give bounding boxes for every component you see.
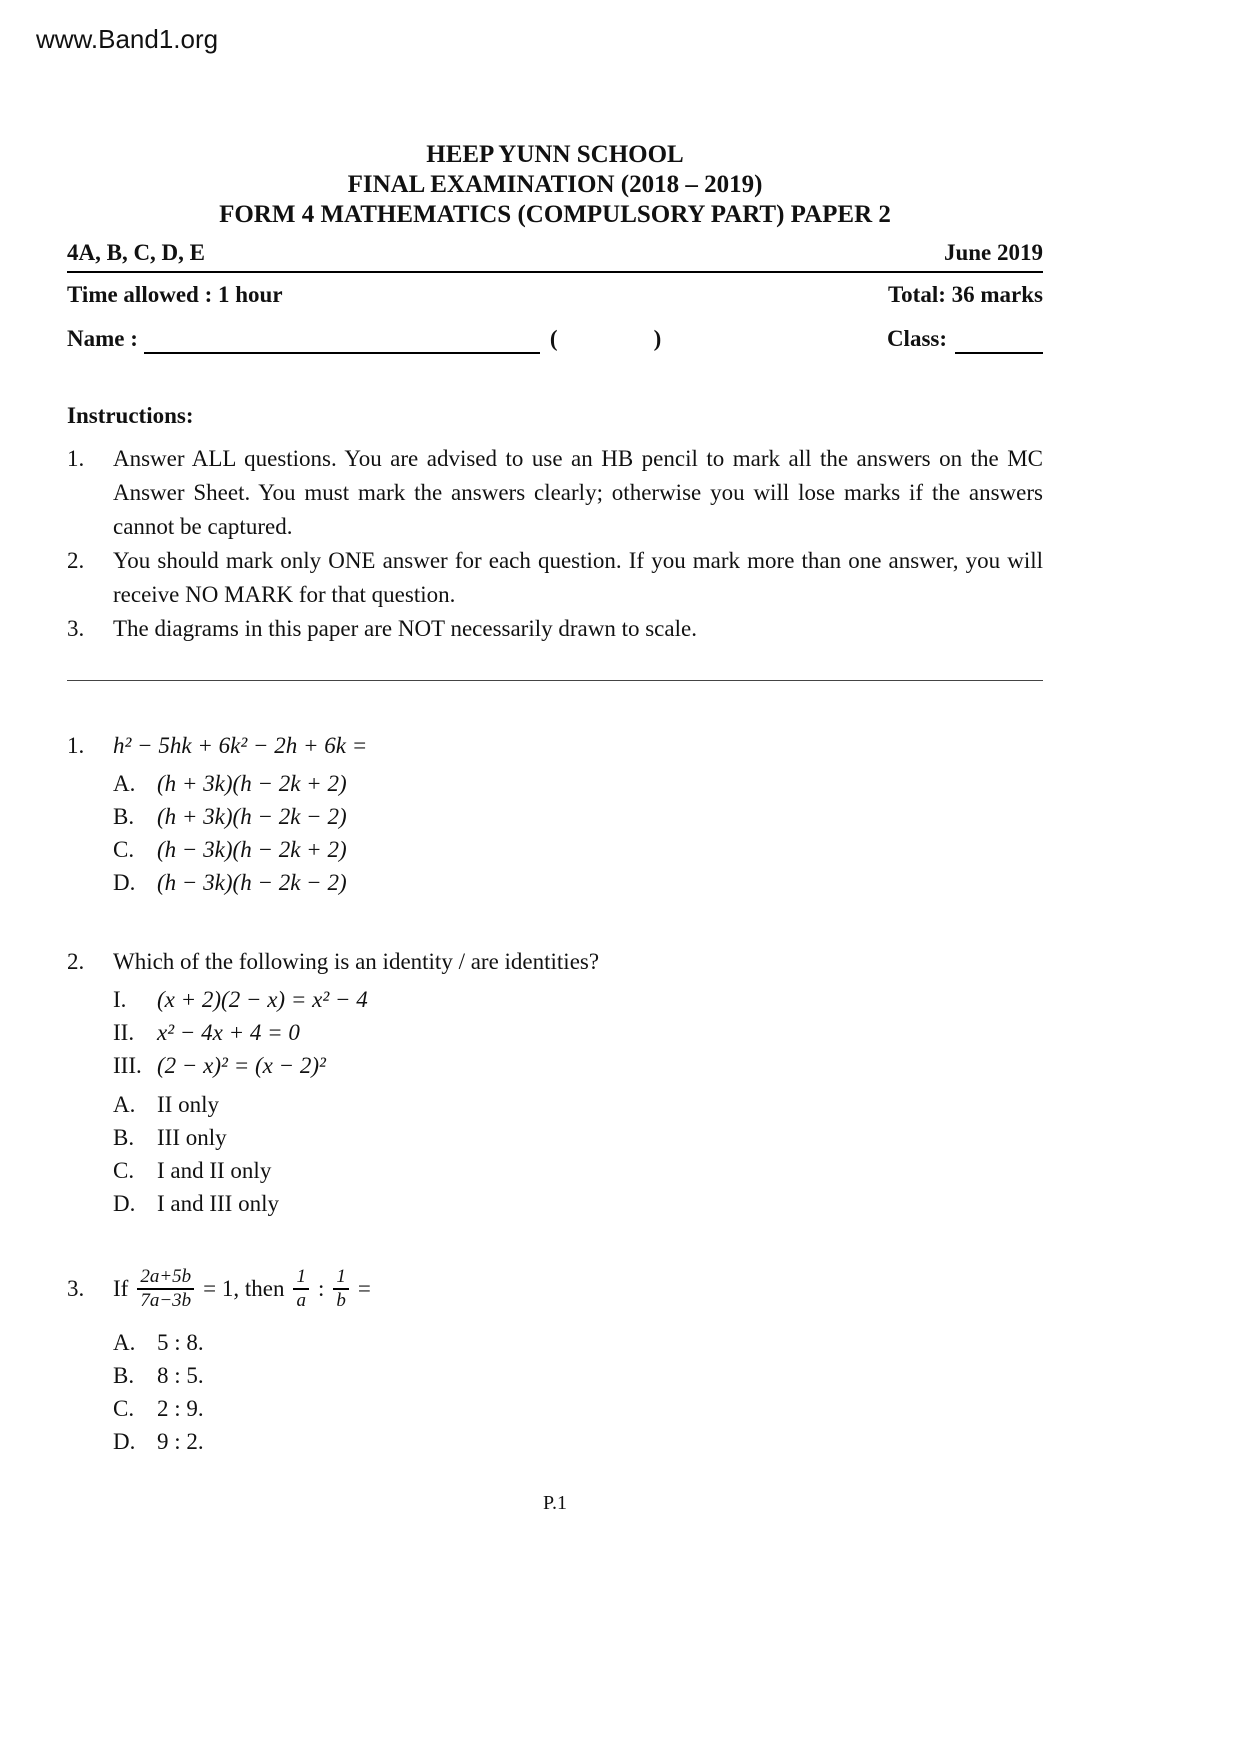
option-text: (h − 3k)(h − 2k + 2) <box>157 837 347 862</box>
option-text: 8 : 5. <box>157 1363 204 1388</box>
statement-text: x² − 4x + 4 = 0 <box>157 1020 300 1045</box>
option-b <box>113 1359 1043 1392</box>
option-text: 5 : 8. <box>157 1330 204 1355</box>
option-letter: C. <box>113 837 135 862</box>
question-stem-row <box>67 729 1043 762</box>
option-letter: D. <box>113 1191 136 1216</box>
statement-1 <box>113 983 1043 1016</box>
option-text: (h + 3k)(h − 2k − 2) <box>157 804 347 829</box>
question-3 <box>67 1266 1043 1458</box>
option-text: III only <box>157 1125 227 1150</box>
option-letter: C. <box>113 1158 135 1183</box>
fraction-denominator: 7a−3b <box>140 1290 192 1311</box>
question-stem: h² − 5hk + 6k² − 2h + 6k = <box>113 733 368 758</box>
option-letter: A. <box>113 1092 136 1117</box>
statement-label: II. <box>113 1020 135 1045</box>
question-number: 1. <box>67 733 85 758</box>
fraction-numerator: 2a+5b <box>137 1266 194 1290</box>
instructions-section <box>67 400 1043 646</box>
option-letter: D. <box>113 1429 136 1454</box>
name-label: Name : <box>67 326 138 351</box>
question-number: 3. <box>67 1276 85 1301</box>
option-d <box>113 1425 1043 1458</box>
stem-mid: = 1, then <box>203 1276 285 1301</box>
option-a <box>113 1088 1043 1121</box>
instructions-heading: Instructions: <box>67 403 194 428</box>
statement-2 <box>113 1016 1043 1049</box>
class-date-row <box>67 238 1043 273</box>
statement-label: III. <box>113 1053 142 1078</box>
paper-name: FORM 4 MATHEMATICS (COMPULSORY PART) PAPER 2 <box>219 201 891 228</box>
school-name: HEEP YUNN SCHOOL <box>426 141 684 168</box>
stem-suffix: = <box>357 1276 371 1301</box>
question-number: 2. <box>67 949 85 974</box>
option-c <box>113 1154 1043 1187</box>
option-letter: A. <box>113 771 136 796</box>
option-letter: B. <box>113 1363 135 1388</box>
total-marks: Total: 36 marks <box>887 282 1043 307</box>
fraction-1 <box>137 1266 194 1312</box>
fraction-2 <box>293 1266 309 1312</box>
fraction-numerator: 1 <box>333 1266 349 1290</box>
option-text: I and II only <box>157 1158 272 1183</box>
instruction-number: 2. <box>67 548 85 573</box>
statement-3 <box>113 1049 1043 1082</box>
ratio-colon: : <box>317 1276 325 1301</box>
question-stem-row <box>67 945 1043 978</box>
question-2 <box>67 945 1043 1220</box>
page-content <box>67 0 1043 1504</box>
instruction-item <box>67 612 1043 646</box>
name-class-row <box>67 324 1043 354</box>
option-text: 2 : 9. <box>157 1396 204 1421</box>
fraction-numerator: 1 <box>293 1266 309 1290</box>
option-letter: B. <box>113 1125 135 1150</box>
question-stem <box>113 1266 371 1312</box>
time-marks-row <box>67 280 1043 310</box>
time-allowed: Time allowed : 1 hour <box>67 282 283 307</box>
options-list <box>113 1088 1043 1220</box>
instruction-number: 1. <box>67 446 85 471</box>
option-d <box>113 1187 1043 1220</box>
page-number: P.1 <box>543 1492 567 1514</box>
option-text: (h + 3k)(h − 2k + 2) <box>157 771 347 796</box>
option-b <box>113 800 1043 833</box>
fraction-denominator: a <box>296 1290 306 1311</box>
statement-text: (2 − x)² = (x − 2)² <box>157 1053 326 1078</box>
class-no-paren-close: ) <box>653 326 662 351</box>
stem-prefix: If <box>113 1276 129 1301</box>
option-letter: C. <box>113 1396 135 1421</box>
question-1 <box>67 729 1043 899</box>
question-stem-row <box>67 1266 1043 1312</box>
exam-date: June 2019 <box>943 240 1043 265</box>
option-c <box>113 1392 1043 1425</box>
instruction-item <box>67 442 1043 544</box>
instruction-item <box>67 544 1043 612</box>
option-text: I and III only <box>157 1191 279 1216</box>
option-a <box>113 767 1043 800</box>
option-letter: D. <box>113 870 136 895</box>
option-text: II only <box>157 1092 219 1117</box>
fraction-3 <box>333 1266 349 1312</box>
option-b <box>113 1121 1043 1154</box>
section-divider <box>67 680 1043 681</box>
name-blank-line <box>144 326 540 354</box>
class-no-paren-open: ( <box>549 326 558 351</box>
options-list <box>113 767 1043 899</box>
fraction-denominator: b <box>336 1290 346 1311</box>
class-blank-line <box>955 326 1043 354</box>
exam-title-block <box>67 140 1043 230</box>
class-groups: 4A, B, C, D, E <box>67 240 206 265</box>
instruction-text: The diagrams in this paper are NOT necessarily drawn to scale. <box>113 616 697 641</box>
options-list <box>113 1326 1043 1458</box>
statement-label: I. <box>113 987 127 1012</box>
instruction-text: You should mark only ONE answer for each question. If you mark more than one answer, you will receive NO MARK for that question. <box>113 548 1043 607</box>
option-text: (h − 3k)(h − 2k − 2) <box>157 870 347 895</box>
statement-text: (x + 2)(2 − x) = x² − 4 <box>157 987 368 1012</box>
option-c <box>113 833 1043 866</box>
statements-list <box>113 983 1043 1082</box>
option-d <box>113 866 1043 899</box>
option-letter: A. <box>113 1330 136 1355</box>
option-letter: B. <box>113 804 135 829</box>
instruction-text: Answer ALL questions. You are advised to use an HB pencil to mark all the answers on the MC Answer Sheet. You must mark the answers clearly; otherwise you will lose marks if the answers cannot be captured. <box>113 446 1043 539</box>
questions-section <box>67 729 1043 1458</box>
class-label: Class: <box>886 326 947 351</box>
instruction-number: 3. <box>67 616 85 641</box>
option-a <box>113 1326 1043 1359</box>
option-text: 9 : 2. <box>157 1429 204 1454</box>
watermark-url: www.Band1.org <box>36 24 219 54</box>
exam-name: FINAL EXAMINATION (2018 – 2019) <box>347 171 763 198</box>
question-stem: Which of the following is an identity / are identities? <box>113 949 600 974</box>
